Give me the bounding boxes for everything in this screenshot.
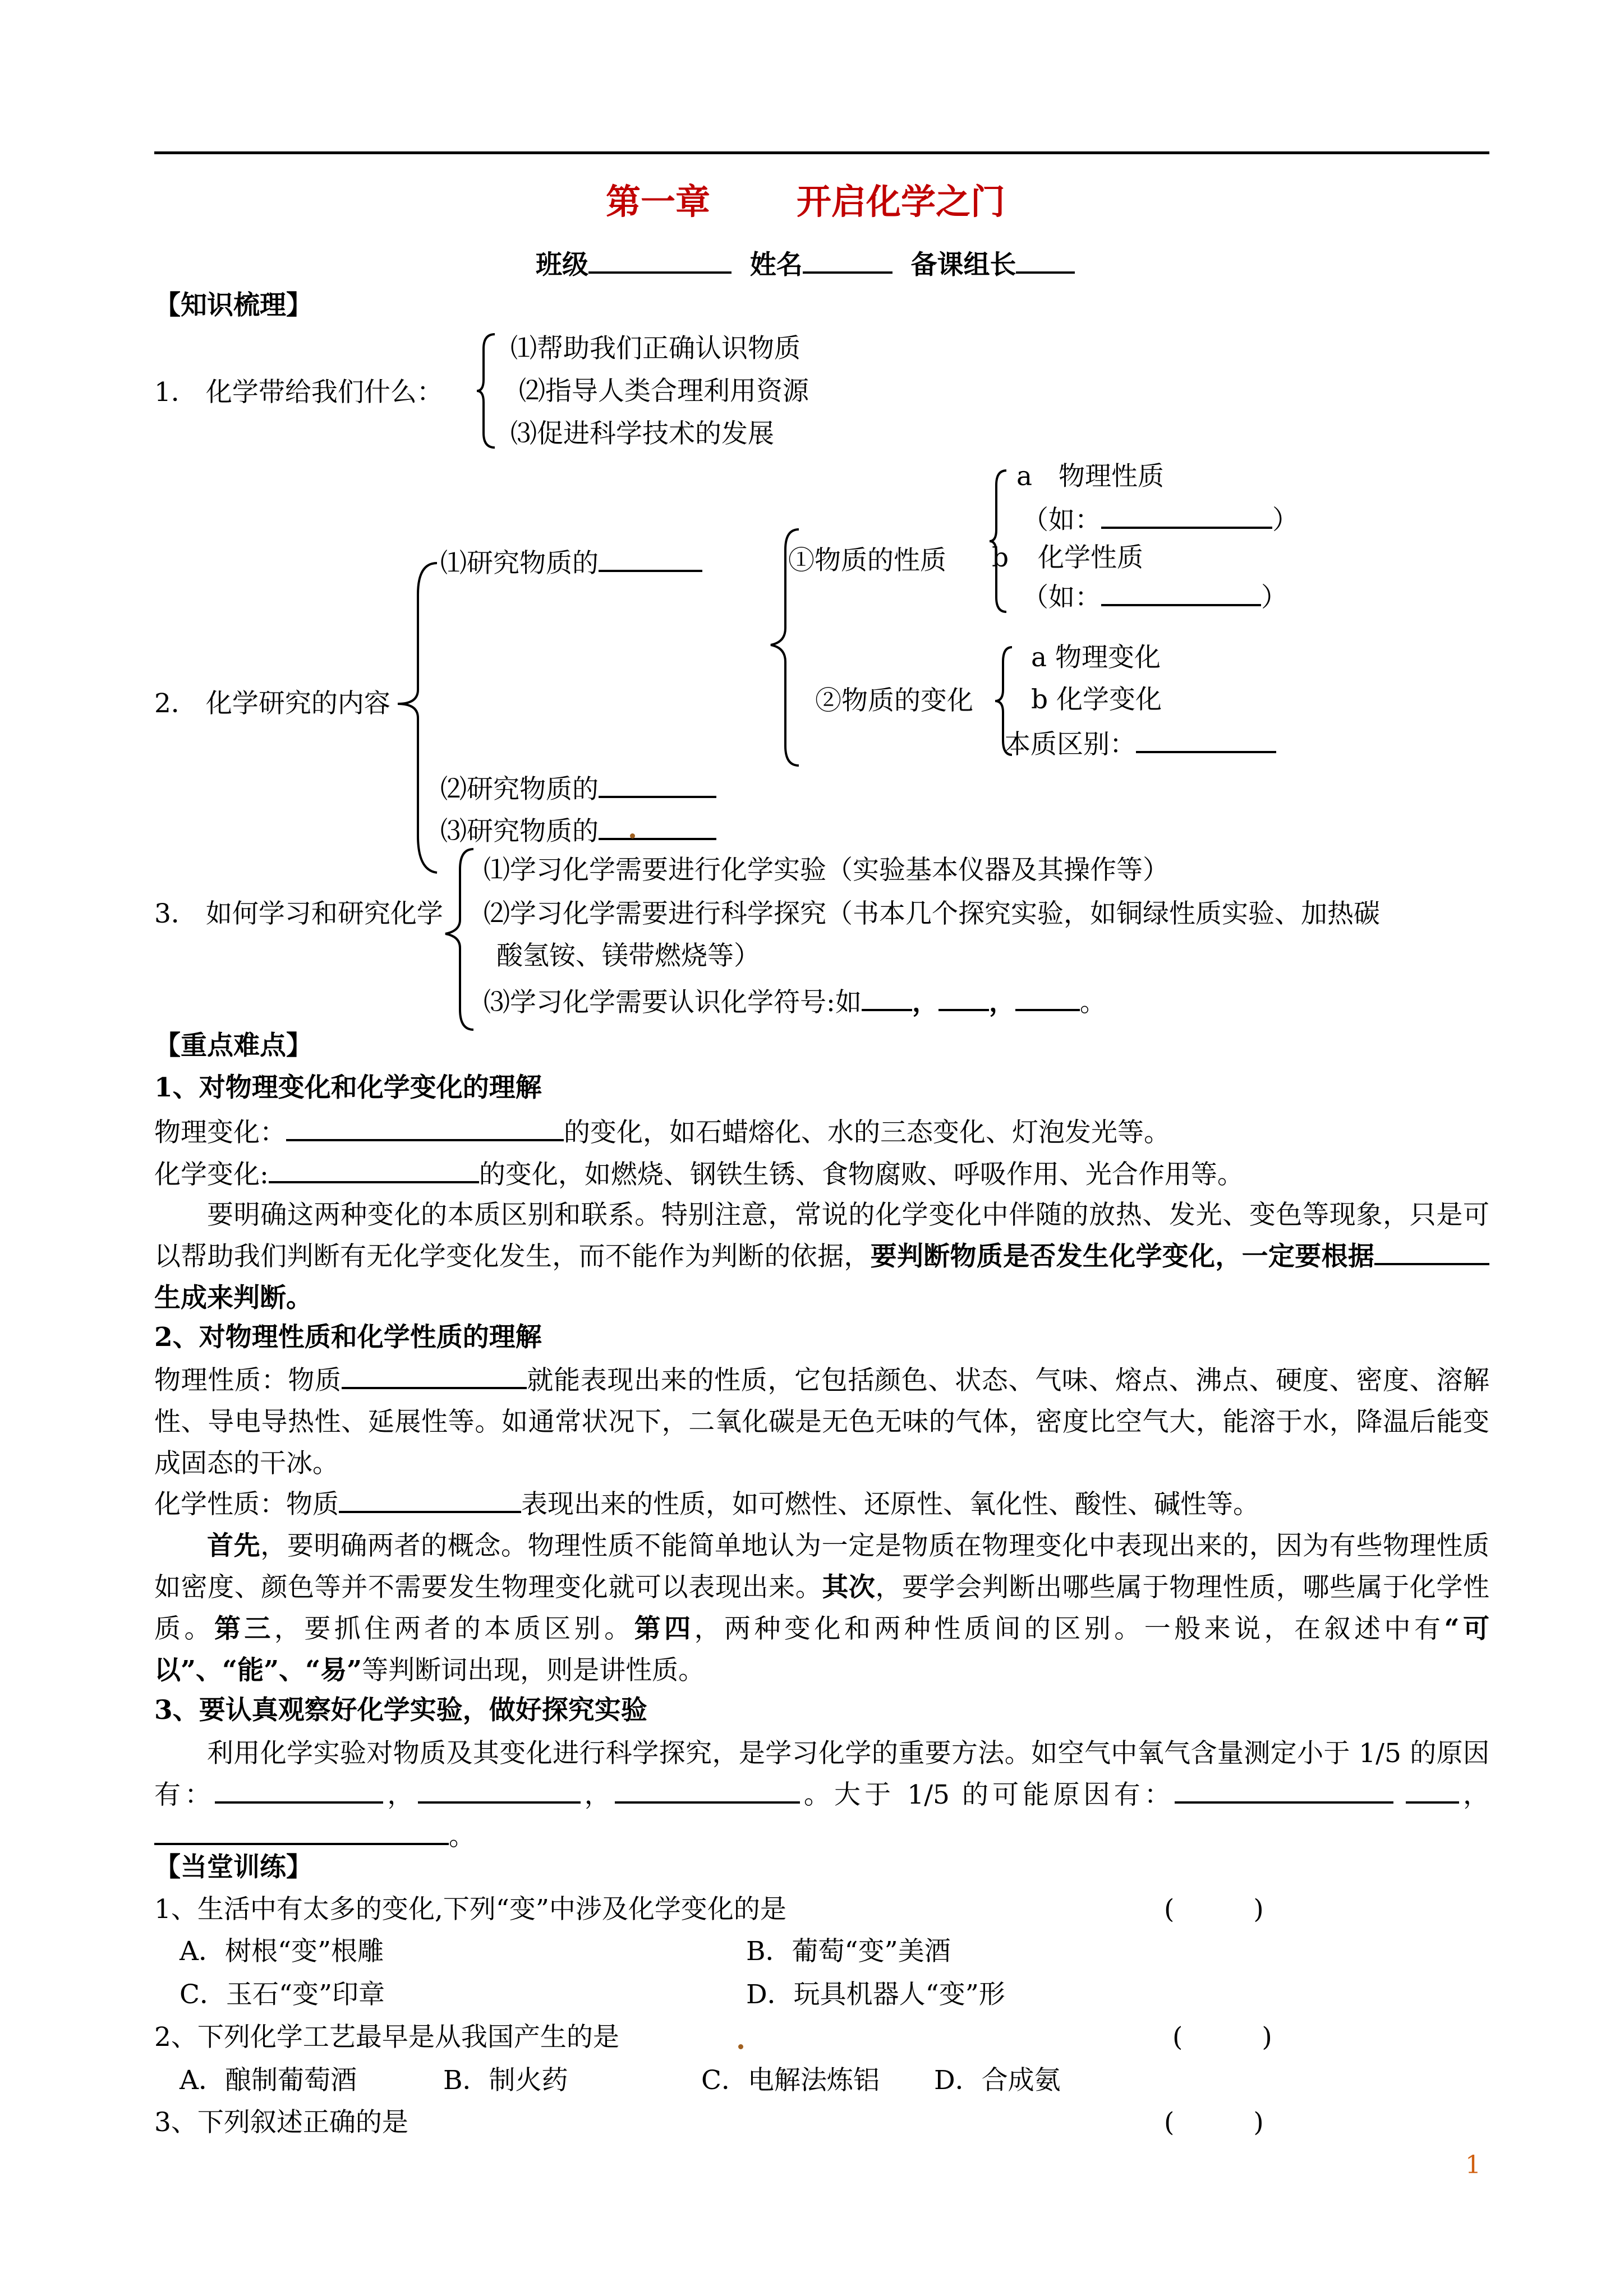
q2-essence-label: 本质区别： <box>1004 729 1136 760</box>
q2-research-2-blank[interactable] <box>599 771 716 798</box>
kp3-blank-1[interactable] <box>215 1777 383 1804</box>
q2-phys-change: a 物理变化 <box>1031 642 1161 673</box>
q1-item-1: ⑴帮助我们正确认识物质 <box>510 333 801 364</box>
q2-eg-1-label: （如： <box>1022 505 1101 536</box>
q3-item-2b: 酸氢铵、镁带燃烧等） <box>496 940 760 971</box>
q3-item-3-label: ⑶学习化学需要认识化学符号:如 <box>484 987 862 1018</box>
training-q2-option-c[interactable]: C．电解法炼铝 <box>701 2065 880 2096</box>
leader-label: 备课组长 <box>910 250 1016 280</box>
q1-brace <box>476 332 498 450</box>
kp1-chem-rest: 的变化，如燃烧、钢铁生锈、食物腐败、呼吸作用、光合作用等。 <box>479 1159 1244 1190</box>
q3-label: 3． 如何学习和研究化学 <box>154 898 443 929</box>
kp2-text-e: 等判断词出现，则是讲性质。 <box>362 1655 705 1686</box>
q2-label: 2． 化学研究的内容 <box>154 688 390 719</box>
kp2-paragraph <box>154 1525 1489 1691</box>
q2-research-3-blank[interactable] <box>599 813 716 840</box>
chapter-number: 第一章 <box>606 181 711 222</box>
kp2-phys-blank[interactable] <box>342 1362 527 1389</box>
q2-eg-1-close: ） <box>1272 505 1299 536</box>
kp2-first: 首先 <box>207 1530 261 1561</box>
training-q1-answer[interactable]: ( ) <box>1164 1894 1264 1925</box>
kp3-text: 利用化学实验对物质及其变化进行科学探究，是学习化学的重要方法。如空气中氧气含量测定小于 1/5 的原因有： <box>154 1738 1489 1810</box>
training-q2-option-d[interactable]: D．合成氨 <box>934 2065 1061 2096</box>
q2-research-3-label: ⑶研究物质的 <box>440 816 599 847</box>
kp1-phys-blank[interactable] <box>286 1114 564 1141</box>
q2-eg-2 <box>1022 579 1287 615</box>
kp2-heading: 2、对物理性质和化学性质的理解 <box>154 1322 542 1353</box>
q3-comma-2: ， <box>988 987 1015 1018</box>
q2-phys-prop: a 物理性质 <box>1016 461 1165 492</box>
kp2-phys-paragraph <box>154 1360 1489 1484</box>
kp2-second: 其次 <box>822 1572 876 1603</box>
q2-research-3 <box>440 813 716 849</box>
kp2-fourth: 第四 <box>634 1613 694 1644</box>
kp1-chem-line <box>154 1156 1244 1192</box>
kp1-chem-blank[interactable] <box>269 1156 479 1183</box>
q2-eg-1 <box>1022 502 1299 537</box>
stray-dot <box>630 833 635 838</box>
q2-research-2 <box>440 771 716 806</box>
kp3-sep-2: ， <box>580 1779 615 1810</box>
training-q3-answer[interactable]: ( ) <box>1164 2107 1264 2138</box>
kp2-chem-label: 化学性质：物质 <box>154 1489 339 1520</box>
kp3-blank-2[interactable] <box>418 1777 581 1804</box>
q2-essence <box>1004 726 1276 762</box>
q2-research-1-blank[interactable] <box>599 545 702 572</box>
kp2-words: “可以”、“能”、“易” <box>154 1613 1489 1686</box>
name-label: 姓名 <box>749 250 803 280</box>
training-q3-stem: 3、下列叙述正确的是 <box>154 2107 408 2138</box>
q3-item-1: ⑴学习化学需要进行化学实验（实验基本仪器及其操作等） <box>484 855 1169 886</box>
kp2-text-d: ，两种变化和两种性质间的区别。一般来说，在叙述中有 <box>694 1613 1444 1644</box>
kp1-phys-line <box>154 1114 1170 1150</box>
name-blank[interactable] <box>803 247 892 274</box>
leader-blank[interactable] <box>1016 247 1075 274</box>
q1-item-3: ⑶促进科学技术的发展 <box>510 418 774 449</box>
class-label: 班级 <box>536 250 588 280</box>
q2-eg-2-close: ） <box>1261 582 1287 613</box>
kp1-para-bold: 要判断物质是否发生化学变化，一定要根据 <box>870 1241 1375 1272</box>
q2-research-2-label: ⑵研究物质的 <box>440 774 599 805</box>
section-knowledge: 【知识梳理】 <box>154 290 312 321</box>
q3-symbol-blank-3[interactable] <box>1015 984 1080 1011</box>
q3-symbol-blank-1[interactable] <box>862 984 912 1011</box>
q2-eg-1-blank[interactable] <box>1101 502 1272 529</box>
stray-dot-2 <box>738 2044 743 2049</box>
q2-chem-prop: 化学性质 <box>1038 542 1143 573</box>
kp2-chem-blank[interactable] <box>339 1486 521 1513</box>
q2-property: ①物质的性质 <box>788 545 946 576</box>
kp3-blank-6[interactable] <box>154 1818 449 1845</box>
q1-item-2: ⑵指导人类合理利用资源 <box>519 376 809 407</box>
q1-label: 1． 化学带给我们什么： <box>154 377 443 408</box>
training-q1-option-b[interactable]: B．葡萄“变”美酒 <box>746 1936 951 1967</box>
training-q2-option-b[interactable]: B．制火药 <box>443 2065 568 2096</box>
kp1-para-blank[interactable] <box>1374 1238 1489 1265</box>
top-rule <box>154 151 1489 154</box>
kp3-more: 。大于 1/5 的可能原因有： <box>799 1779 1175 1810</box>
kp3-sep-3: ， <box>1459 1779 1490 1810</box>
kp1-heading: 1、对物理变化和化学变化的理解 <box>154 1072 542 1103</box>
kp2-chem-line <box>154 1486 1259 1522</box>
kp1-para-text: 要明确这两种变化的本质区别和联系。特别注意，常说的化学变化中伴随的放热、发光、变色等现象，只是可以帮助我们判断有无化学变化发生，而不能作为判断的依据， <box>154 1200 1489 1272</box>
kp1-chem-label: 化学变化: <box>154 1159 269 1190</box>
kp3-blank-3[interactable] <box>615 1777 800 1804</box>
section-training: 【当堂训练】 <box>154 1852 312 1883</box>
q3-item-2a: ⑵学习化学需要进行科学探究（书本几个探究实验，如铜绿性质实验、加热碳 <box>484 898 1380 929</box>
q2-eg-2-label: （如： <box>1022 582 1101 613</box>
kp3-blank-4[interactable] <box>1175 1777 1393 1804</box>
page-number: 1 <box>1465 2151 1481 2179</box>
kp3-end: 。 <box>449 1821 475 1852</box>
kp2-text-a: ，要明确两者的概念。物理性质不能简单地认为一定是物质在物理变化中表现出来的，因为有些物理性质如密度、颜色等并不需要发生物理变化就可以表现出来。 <box>154 1530 1490 1603</box>
kp3-blank-5[interactable] <box>1406 1777 1459 1804</box>
q3-symbol-blank-2[interactable] <box>938 984 989 1011</box>
training-q2-stem: 2、下列化学工艺最早是从我国产生的是 <box>154 2022 619 2053</box>
kp1-phys-rest: 的变化，如石蜡熔化、水的三态变化、灯泡发光等。 <box>564 1117 1170 1148</box>
q2-main-brace <box>395 561 440 875</box>
q2-b-mark: b <box>992 542 1009 573</box>
kp2-text-c: ，要抓住两者的本质区别。 <box>274 1613 634 1644</box>
class-blank[interactable] <box>588 247 732 274</box>
q2-change: ②物质的变化 <box>815 685 973 716</box>
training-q1-option-d[interactable]: D．玩具机器人“变”形 <box>746 1979 1005 2010</box>
q3-period: 。 <box>1079 987 1106 1018</box>
kp2-chem-rest: 表现出来的性质，如可燃性、还原性、氧化性、酸性、碱性等。 <box>521 1489 1259 1520</box>
q2-chem-change: b 化学变化 <box>1031 684 1162 715</box>
kp1-phys-label: 物理变化： <box>154 1117 286 1148</box>
q2-research-1-label: ⑴研究物质的 <box>440 548 599 579</box>
chapter-title: 开启化学之门 <box>797 181 1006 222</box>
q3-brace <box>443 847 477 1032</box>
training-q2-answer[interactable]: ( ) <box>1172 2022 1272 2053</box>
kp3-paragraph <box>154 1733 1489 1857</box>
kp1-paragraph <box>154 1195 1489 1319</box>
q3-item-3 <box>484 984 1106 1020</box>
q2-eg-2-blank[interactable] <box>1101 579 1261 606</box>
kp2-third: 第三 <box>214 1613 274 1644</box>
training-q1-stem: 1、生活中有太多的变化,下列“变”中涉及化学变化的是 <box>154 1894 786 1925</box>
kp2-phys-label: 物理性质：物质 <box>154 1365 342 1396</box>
q2-essence-blank[interactable] <box>1136 726 1276 753</box>
training-q2-option-a[interactable]: A．酿制葡萄酒 <box>180 2065 357 2096</box>
kp3-heading: 3、要认真观察好化学实验，做好探究实验 <box>154 1695 647 1726</box>
q2-research-1 <box>440 545 702 580</box>
kp2-text-b: ，要学会判断出哪些属于物理性质，哪些属于化学性质。 <box>154 1572 1490 1644</box>
kp2-phys-rest: 就能表现出来的性质，它包括颜色、状态、气味、熔点、沸点、硬度、密度、溶解性、导电导热性、延展性等。如通常状况下，二氧化碳是无色无味的气体，密度比空气大，能溶于水，降温后能变成固态的干冰。 <box>154 1365 1490 1479</box>
q3-comma-1: ， <box>912 987 938 1018</box>
header-fields <box>536 247 1075 282</box>
kp1-para-bold-2: 生成来判断。 <box>154 1283 312 1313</box>
kp3-sep-1: ， <box>383 1779 418 1810</box>
training-q1-option-c[interactable]: C．玉石“变”印章 <box>180 1979 385 2010</box>
section-keypoints: 【重点难点】 <box>154 1030 312 1061</box>
training-q1-option-a[interactable]: A．树根“变”根雕 <box>180 1936 384 1967</box>
